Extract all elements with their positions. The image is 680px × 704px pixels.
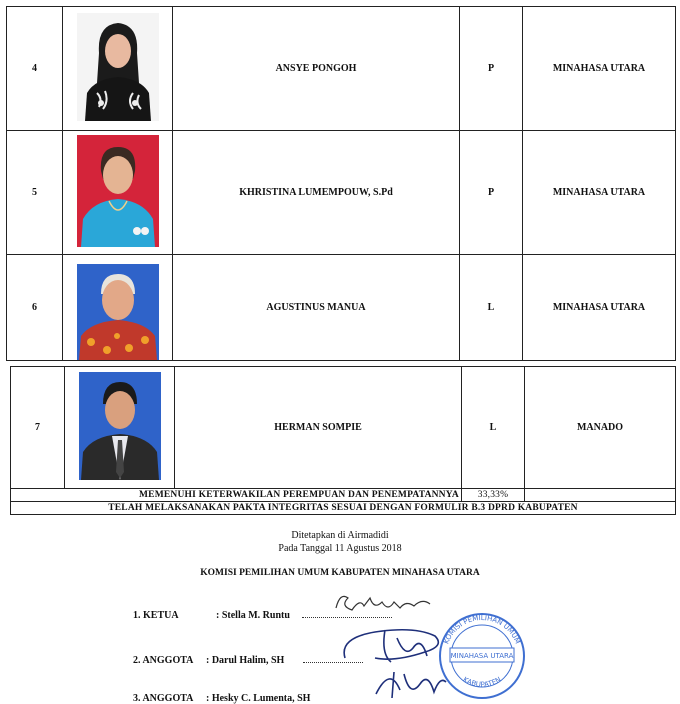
place-line: Ditetapkan di Airmadidi — [291, 530, 389, 541]
candidate-photo — [65, 367, 175, 489]
summary-blank-cell — [525, 489, 676, 502]
signatory-name: : Darul Halim, SH — [206, 655, 285, 666]
candidate-region: MINAHASA UTARA — [523, 7, 676, 131]
candidate-region: MINAHASA UTARA — [523, 131, 676, 255]
summary-row — [11, 489, 676, 502]
summary-row — [11, 502, 676, 515]
signatory-row — [133, 693, 310, 704]
candidate-photo — [63, 7, 173, 131]
signature-ketua — [330, 588, 440, 618]
stamp-bottom-text: KABUPATEN — [461, 675, 503, 689]
table-row — [11, 367, 676, 489]
representation-label: MEMENUHI KETERWAKILAN PEREMPUAN DAN PENEMPATANNYA — [11, 489, 462, 502]
candidate-name: HERMAN SOMPIE — [175, 367, 462, 489]
integrity-label: TELAH MELAKSANAKAN PAKTA INTEGRITAS SESUAI DENGAN FORMULIR B.3 DPRD KABUPATEN — [11, 502, 676, 515]
signatory-role: 3. ANGGOTA — [133, 693, 194, 704]
photo-woman-black-dress — [77, 13, 159, 121]
photo-woman-blue-dress — [77, 135, 159, 247]
table-row — [7, 255, 676, 361]
candidate-gender: L — [462, 367, 525, 489]
candidate-gender: P — [460, 131, 523, 255]
candidate-region: MINAHASA UTARA — [523, 255, 676, 361]
svg-text:KOMISI PEMILIHAN UMUM — [442, 614, 521, 645]
stamp-center-text: MINAHASA UTARA — [450, 652, 514, 660]
representation-value: 33,33% — [462, 489, 525, 502]
candidate-photo — [63, 131, 173, 255]
signatory-row — [133, 655, 363, 666]
signatory-role: 1. KETUA — [133, 610, 179, 621]
candidate-gender: P — [460, 7, 523, 131]
candidate-table-top — [6, 6, 676, 361]
row-number: 4 — [7, 7, 63, 131]
official-stamp — [432, 610, 532, 700]
candidate-table-bottom — [10, 366, 676, 515]
stamp-top-text: KOMISI PEMILIHAN UMUM — [442, 613, 522, 646]
date-line: Pada Tanggal 11 Agustus 2018 — [278, 543, 402, 554]
row-number: 7 — [11, 367, 65, 489]
candidate-name: ANSYE PONGOH — [173, 7, 460, 131]
candidate-region: MANADO — [525, 367, 676, 489]
candidate-photo — [63, 255, 173, 361]
table-row — [7, 7, 676, 131]
candidate-name: KHRISTINA LUMEMPOUW, S.Pd — [173, 131, 460, 255]
signatory-role: 2. ANGGOTA — [133, 655, 194, 666]
signatory-name: : Stella M. Runtu — [216, 610, 290, 621]
signatory-name: : Hesky C. Lumenta, SH — [206, 693, 311, 704]
candidate-gender: L — [460, 255, 523, 361]
photo-man-batik-shirt — [77, 264, 159, 360]
commission-title: KOMISI PEMILIHAN UMUM KABUPATEN MINAHASA UTARA — [200, 568, 480, 578]
svg-text:KABUPATEN — [461, 676, 502, 689]
row-number: 6 — [7, 255, 63, 361]
row-number: 5 — [7, 131, 63, 255]
photo-man-suit — [79, 372, 161, 480]
table-row — [7, 131, 676, 255]
candidate-name: AGUSTINUS MANUA — [173, 255, 460, 361]
